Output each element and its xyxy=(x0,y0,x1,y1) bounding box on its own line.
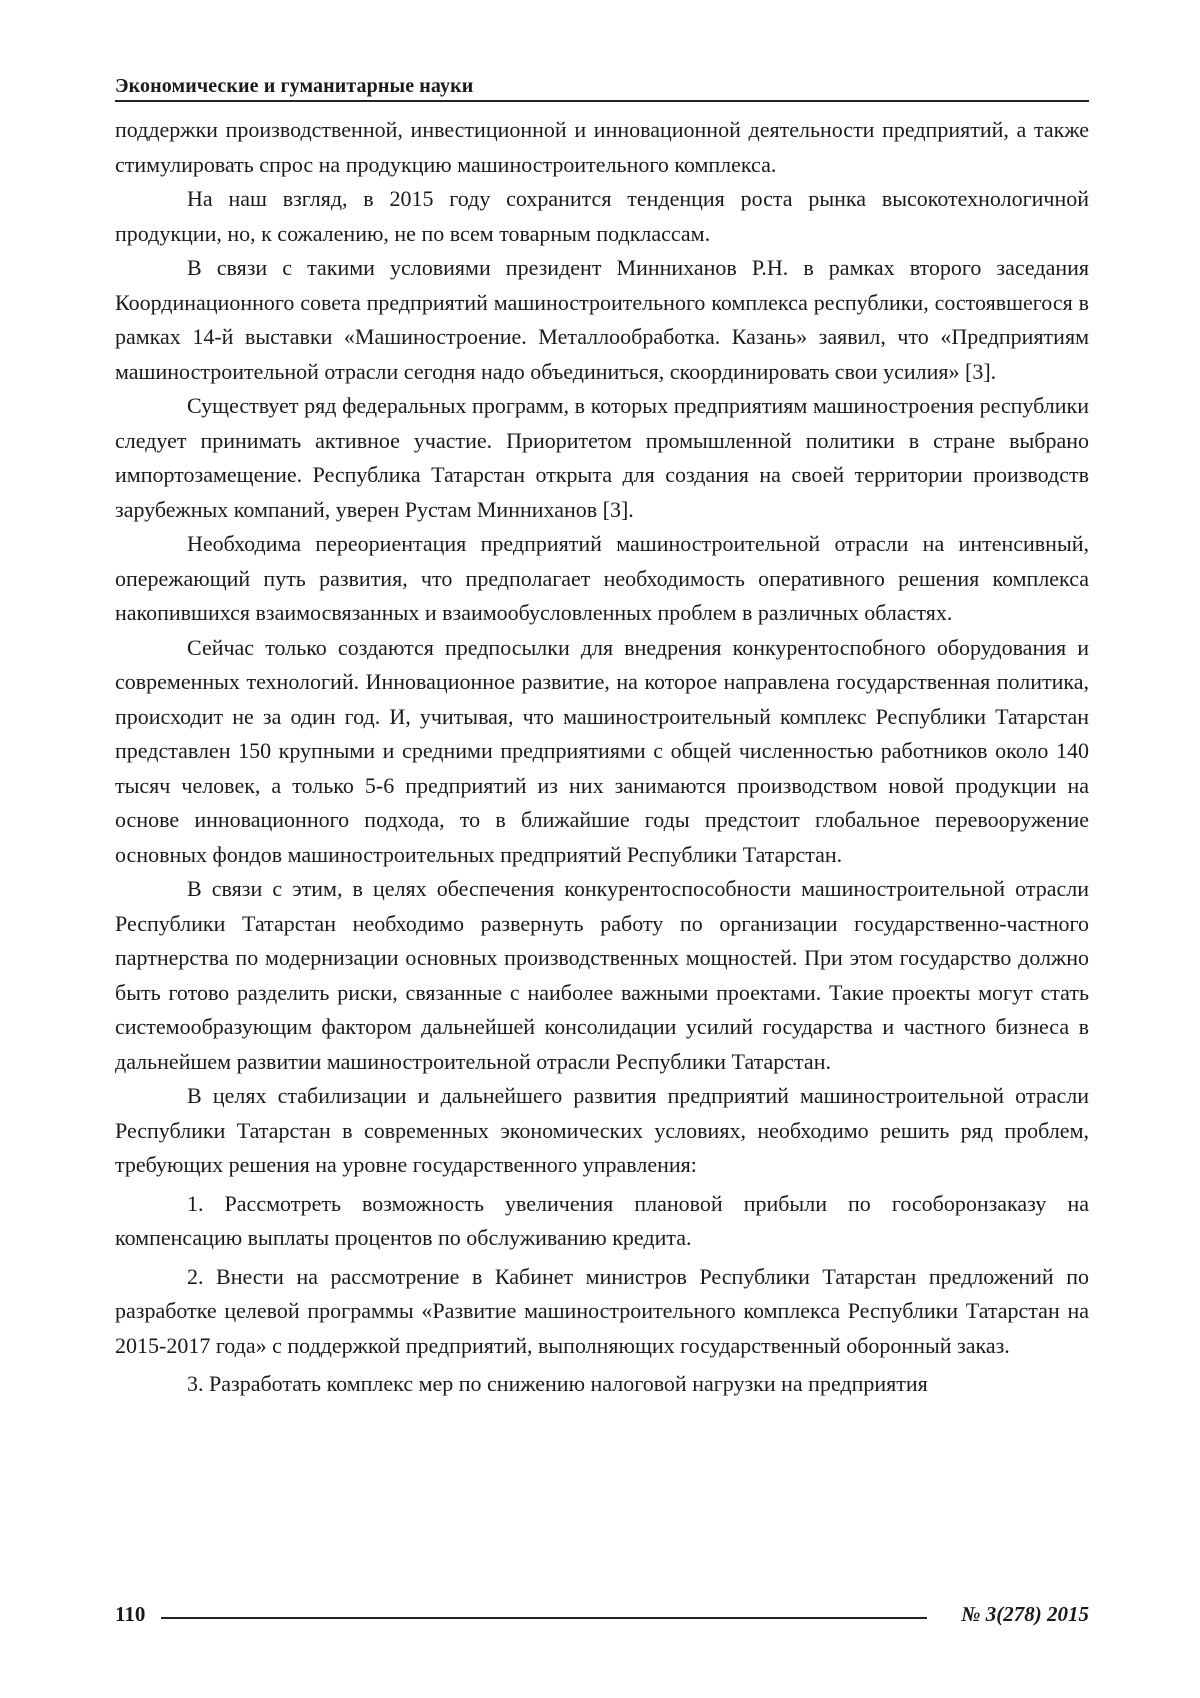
paragraph: Существует ряд федеральных программ, в которых предприятиям машиностроения республики следует принимать активное участие. Приоритетом промышленной политики в стране выбрано импортозамещение. Республика Татарстан открыта для создания на своей территории производств зарубежных компаний, уверен Рустам Минниханов [3]. xyxy=(115,389,1089,527)
page-number: 110 xyxy=(115,1602,145,1627)
paragraph: В связи с этим, в целях обеспечения конкурентоспособности машиностроительной отрасли Республики Татарстан необходимо развернуть работу по организации государственно-частного партнерства по модернизации основных производственных мощностей. При этом государство должно быть готово разделить риски, связанные с наиболее важными проектами. Такие проекты могут стать системообразующим фактором дальнейшей консолидации усилий государства и частного бизнеса в дальнейшем развитии машиностроительной отрасли Республики Татарстан. xyxy=(115,872,1089,1079)
footer-divider xyxy=(161,1617,927,1619)
paragraph: В целях стабилизации и дальнейшего развития предприятий машиностроительной отрасли Республики Татарстан в современных экономических условиях, необходимо решить ряд проблем, требующих решения на уровне государственного управления: xyxy=(115,1079,1089,1183)
list-item: 2. Внести на рассмотрение в Кабинет министров Республики Татарстан предложений по разработке целевой программы «Развитие машиностроительного комплекса Республики Татарстан на 2015-2017 года» с поддержкой предприятий, выполняющих государственный оборонный заказ. xyxy=(115,1260,1089,1364)
paragraph: В связи с такими условиями президент Минниханов Р.Н. в рамках второго заседания Координационного совета предприятий машиностроительного комплекса республики, состоявшегося в рамках 14-й выставки «Машиностроение. Металлообработка. Казань» заявил, что «Предприятиям машиностроительной отрасли сегодня надо объединиться, скоординировать свои усилия» [3]. xyxy=(115,251,1089,389)
journal-section-title: Экономические и гуманитарные науки xyxy=(115,75,473,98)
article-body xyxy=(115,113,1089,1402)
running-header xyxy=(115,70,1089,102)
list-item: 3. Разработать комплекс мер по снижению налоговой нагрузки на предприятия xyxy=(115,1367,1089,1402)
running-footer xyxy=(115,1602,1089,1636)
paragraph: На наш взгляд, в 2015 году сохранится тенденция роста рынка высокотехнологичной продукции, но, к сожалению, не по всем товарным подклассам. xyxy=(115,182,1089,251)
paragraph: Необходима переориентация предприятий машиностроительной отрасли на интенсивный, опережающий путь развития, что предполагает необходимость оперативного решения комплекса накопившихся взаимосвязанных и взаимообусловленных проблем в различных областях. xyxy=(115,527,1089,631)
list-item: 1. Рассмотреть возможность увеличения плановой прибыли по гособоронзаказу на компенсацию выплаты процентов по обслуживанию кредита. xyxy=(115,1187,1089,1256)
paragraph: Сейчас только создаются предпосылки для внедрения конкурентоспобного оборудования и современных технологий. Инновационное развитие, на которое направлена государственная политика, происходит не за один год. И, учитывая, что машиностроительный комплекс Республики Татарстан представлен 150 крупными и средними предприятиями с общей численностью работников около 140 тысяч человек, а только 5-6 предприятий из них занимаются производством новой продукции на основе инновационного подхода, то в ближайшие годы предстоит глобальное перевооружение основных фондов машиностроительных предприятий Республики Татарстан. xyxy=(115,631,1089,873)
paragraph: поддержки производственной, инвестиционной и инновационной деятельности предприятий, а также стимулировать спрос на продукцию машиностроительного комплекса. xyxy=(115,113,1089,182)
page xyxy=(115,0,1089,1698)
issue-number: № 3(278) 2015 xyxy=(961,1602,1089,1627)
